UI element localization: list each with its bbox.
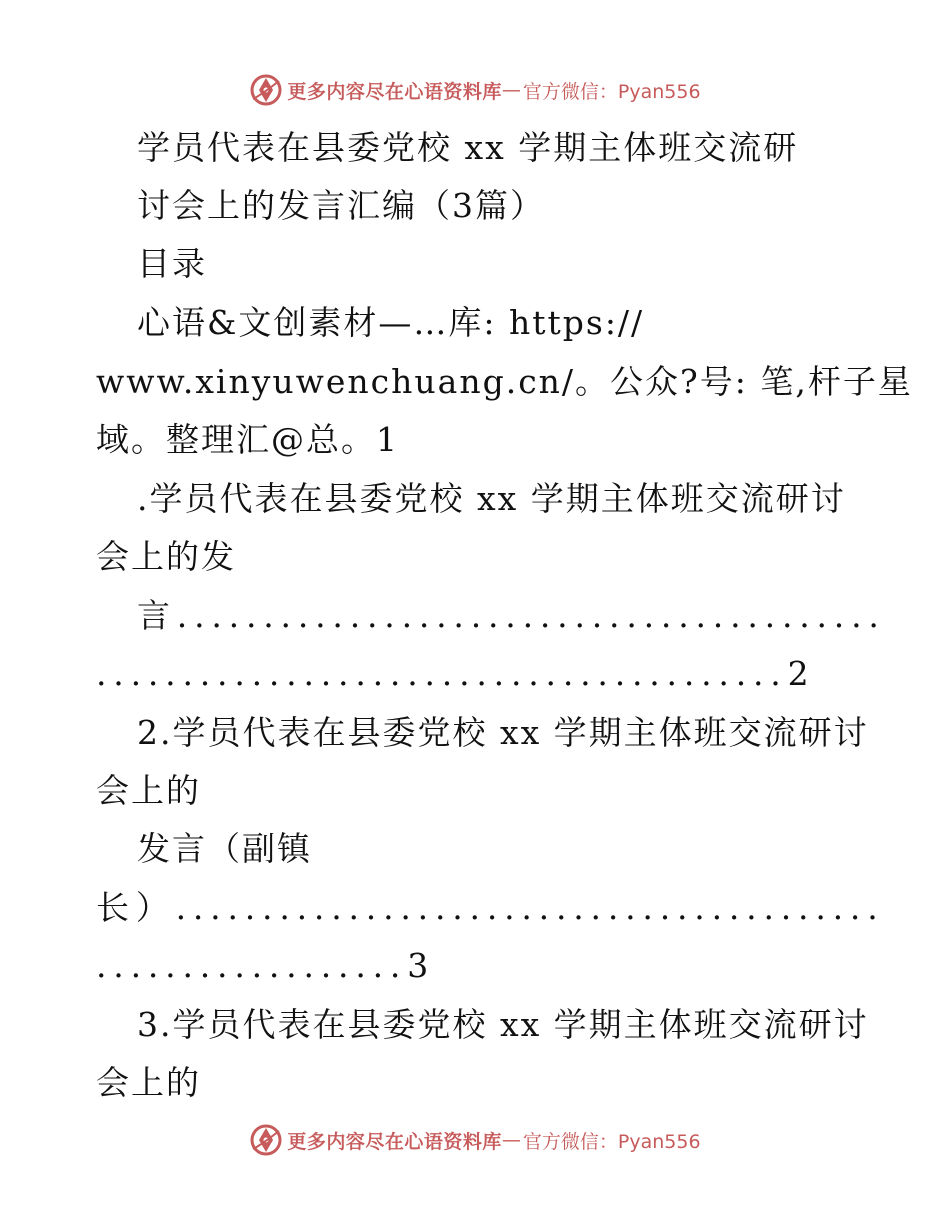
banner-text: 更多内容尽在心语资料库 [287, 80, 502, 103]
doc-title-line-2: 讨会上的发言汇编（3篇） [137, 186, 545, 225]
banner-wechat: 官方微信：Pyan556 [522, 80, 701, 103]
toc-item-2-line-5[interactable]: ..................3 [96, 946, 436, 985]
doc-title-line-1: 学员代表在县委党校 xx 学期主体班交流研 [137, 128, 799, 167]
source-line-3: 域。整理汇@总。1 [96, 420, 399, 459]
toc-item-2-line-2[interactable]: 会上的 [96, 771, 201, 810]
toc-item-3-line-2[interactable]: 会上的 [96, 1063, 201, 1102]
header-banner [0, 70, 950, 110]
source-line-2: www.xinyuwenchuang.cn/。公众?号: 笔,杆子星 [96, 362, 913, 401]
toc-item-1-line-4[interactable]: ........................................2 [96, 654, 816, 693]
banner-separator: — [501, 79, 521, 101]
toc-heading: 目录 [137, 244, 207, 283]
toc-item-1-line-1[interactable]: .学员代表在县委党校 xx 学期主体班交流研讨 [137, 479, 846, 518]
source-line-1: 心语&文创素材—…库: https:// [137, 303, 645, 342]
toc-item-1-line-2[interactable]: 会上的发 [96, 537, 236, 576]
pen-nib-logo-icon [249, 73, 283, 107]
pen-nib-logo-icon [249, 1123, 283, 1157]
toc-item-2-line-4[interactable]: 长）......................................... [96, 888, 885, 927]
toc-item-3-line-1[interactable]: 3.学员代表在县委党校 xx 学期主体班交流研讨 [137, 1005, 869, 1044]
banner-separator: — [501, 1129, 521, 1151]
toc-item-2-line-1[interactable]: 2.学员代表在县委党校 xx 学期主体班交流研讨 [137, 713, 869, 752]
toc-item-1-line-3[interactable]: 言......................................... [137, 596, 886, 635]
banner-wechat: 官方微信：Pyan556 [522, 1130, 701, 1153]
banner-text: 更多内容尽在心语资料库 [287, 1130, 502, 1153]
toc-item-2-line-3[interactable]: 发言（副镇 [137, 829, 312, 868]
footer-banner [0, 1120, 950, 1160]
